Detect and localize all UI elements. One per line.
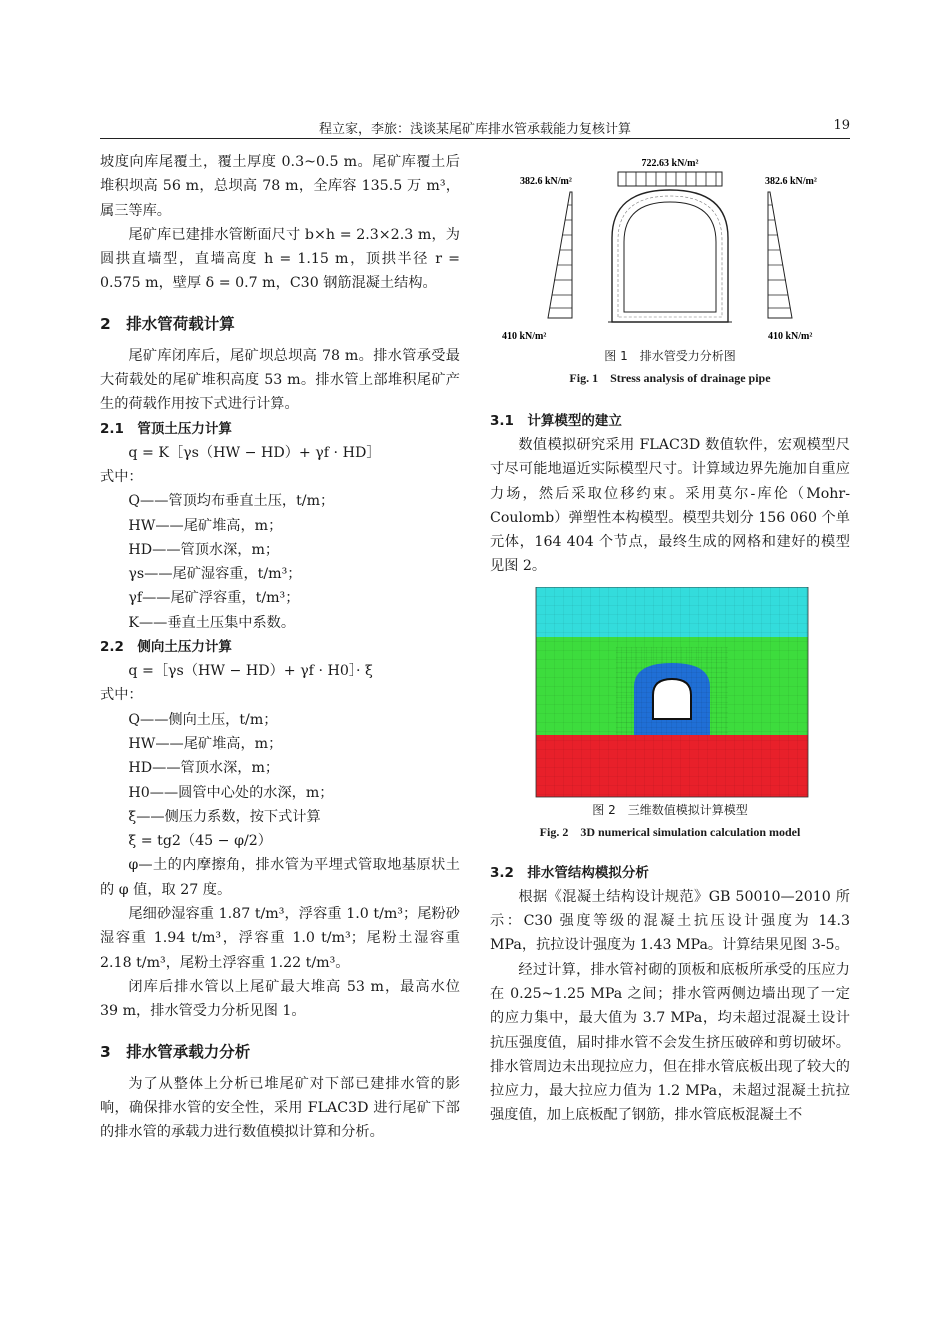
right-bottom-load-label: 410 kN/m² bbox=[768, 331, 813, 342]
top-load-block bbox=[618, 172, 722, 186]
figure-1-caption-en: Fig. 1 Stress analysis of drainage pipe bbox=[569, 371, 771, 385]
variable-definition: K——垂直土压集中系数。 bbox=[128, 614, 296, 631]
where-label: 式中： bbox=[100, 468, 143, 485]
top-load-arrows bbox=[626, 172, 716, 186]
paragraph: 坡度向库尾覆土，覆土厚度 0.3~0.5 m。尾矿库覆土后堆积坝高 56 m，总坝高 78 m，全库容 135.5 万 m³，属三等库。 bbox=[100, 154, 460, 219]
left-column bbox=[100, 150, 460, 1144]
page-number: 19 bbox=[833, 118, 850, 133]
variable-definition: γf——尾矿浮容重，t/m³； bbox=[128, 590, 300, 607]
paragraph: 尾细砂湿容重 1.87 t/m³，浮容重 1.0 t/m³；尾粉砂湿容重 1.94 t/m³，浮容重 1.0 t/m³；尾粉土湿容重 2.18 t/m³，尾粉土浮容重 1.22 t/m³。 bbox=[100, 906, 460, 971]
formula: ξ = tg2（45 − φ/2） bbox=[128, 833, 272, 850]
paragraph: 尾矿库闭库后，尾矿坝总坝高 78 m。排水管承受最大荷载处的尾矿堆积高度 53 m。排水管上部堆积尾矿产生的荷载作用按下式进行计算。 bbox=[100, 347, 460, 413]
stress-diagram-svg bbox=[490, 150, 850, 345]
paragraph: 经过计算，排水管衬砌的顶板和底板所承受的压应力在 0.25~1.25 MPa 之间；排水管两侧边墙出现了一定的应力集中，最大值为 3.7 MPa，均未超过混凝土设计抗压强度值，届时排水管不会发生挤压破碎和剪切破坏。排水管周边未出现拉应力，但在排水管底板出现了较大的拉应力，最大拉应力值为 1.2 MPa，未超过混凝土抗拉强度值，加上底板配了钢筋，排水管底板混凝土不 bbox=[490, 961, 850, 1124]
paragraph: φ—土的内摩擦角，排水管为平埋式管取地基原状土的 φ 值，取 27 度。 bbox=[100, 857, 460, 898]
figure-2-caption-cn: 图 2 三维数值模拟计算模型 bbox=[592, 802, 748, 817]
where-label: 式中： bbox=[100, 687, 143, 704]
paragraph: 尾矿库已建排水管断面尺寸 b×h = 2.3×2.3 m，为圆拱直墙型，直墙高度 h = 1.15 m，顶拱半径 r = 0.575 m，壁厚 δ = 0.7 m，C30 钢筋混凝土结构。 bbox=[100, 226, 460, 292]
right-top-load-label: 382.6 kN/m² bbox=[765, 176, 817, 187]
mesh-model-svg bbox=[490, 587, 850, 799]
figure-2-caption-en: Fig. 2 3D numerical simulation calculation model bbox=[539, 824, 801, 839]
pipe-inner-wall bbox=[624, 202, 716, 312]
variable-definition: HW——尾矿堆高，m； bbox=[128, 517, 283, 534]
variable-definition: Q——管顶均布垂直土压，t/m； bbox=[128, 493, 335, 510]
top-load-label: 722.63 kN/m² bbox=[641, 158, 699, 169]
running-title: 程立家，李旅：浅谈某尾矿库排水管承载能力复核计算 bbox=[318, 122, 631, 137]
variable-definition: Q——侧向土压，t/m； bbox=[128, 711, 278, 728]
header-rule bbox=[100, 138, 850, 139]
variable-definition: HD——管顶水深，m； bbox=[128, 760, 280, 777]
subsection-heading: 2.2 侧向土压力计算 bbox=[100, 639, 232, 656]
paragraph: 闭库后排水管以上尾矿最大堆高 53 m，最高水位 39 m，排水管受力分析见图 1。 bbox=[100, 978, 460, 1020]
left-top-load-label: 382.6 kN/m² bbox=[520, 176, 572, 187]
subsection-heading: 3.1 计算模型的建立 bbox=[490, 413, 622, 429]
running-header bbox=[100, 118, 850, 138]
variable-definition: HW——尾矿堆高，m； bbox=[128, 735, 283, 752]
paragraph: 根据《混凝土结构设计规范》GB 50010—2010 所示：C30 强度等级的混凝土抗压设计强度为 14.3 MPa，抗拉设计强度为 1.43 MPa。计算结果见图 3-5。 bbox=[490, 888, 850, 954]
pipe-opening bbox=[653, 679, 691, 719]
left-bottom-load-label: 410 kN/m² bbox=[502, 331, 547, 342]
formula: q =［γs（HW − HD）+ γf · H0］· ξ bbox=[128, 663, 373, 680]
subsection-heading: 2.1 管顶土压力计算 bbox=[100, 420, 232, 437]
right-column bbox=[490, 150, 850, 1128]
left-lateral-load bbox=[548, 192, 572, 318]
left-load-arrows bbox=[550, 205, 572, 308]
section-heading: 3 排水管承载力分析 bbox=[100, 1042, 251, 1061]
pipe-outer-wall bbox=[612, 190, 728, 322]
variable-definition: H0——圆管中心处的水深，m； bbox=[128, 784, 334, 801]
figure-2-mesh-model bbox=[490, 587, 850, 799]
variable-definition: HD——管顶水深，m； bbox=[128, 541, 280, 558]
figure-1-stress-diagram bbox=[490, 150, 850, 345]
right-lateral-load bbox=[768, 192, 792, 318]
variable-definition: ξ——侧压力系数，按下式计算 bbox=[128, 808, 321, 825]
formula: q = K［γs（HW − HD）+ γf · HD］ bbox=[128, 444, 381, 461]
figure-1-caption-cn: 图 1 排水管受力分析图 bbox=[604, 349, 736, 363]
right-load-arrows bbox=[768, 205, 790, 308]
paragraph: 为了从整体上分析已堆尾矿对下部已建排水管的影响，确保排水管的安全性，采用 FLAC3D 进行尾矿下部的排水管的承载力进行数值模拟计算和分析。 bbox=[100, 1075, 460, 1141]
variable-definition: γs——尾矿湿容重，t/m³； bbox=[128, 566, 302, 583]
paragraph: 数值模拟研究采用 FLAC3D 数值软件，宏观模型尺寸尽可能地逼近实际模型尺寸。计算域边界先施加自重应力场，然后采取位移约束。采用莫尔-库伦（Mohr-Coulomb）弹塑性本构模型。模型共划分 156 060 个单元体，164 404 个节点，最终生成的网格和建好的模型见图 2。 bbox=[490, 437, 850, 575]
section-heading: 2 排水管荷载计算 bbox=[100, 314, 235, 333]
subsection-heading: 3.2 排水管结构模拟分析 bbox=[490, 864, 649, 881]
